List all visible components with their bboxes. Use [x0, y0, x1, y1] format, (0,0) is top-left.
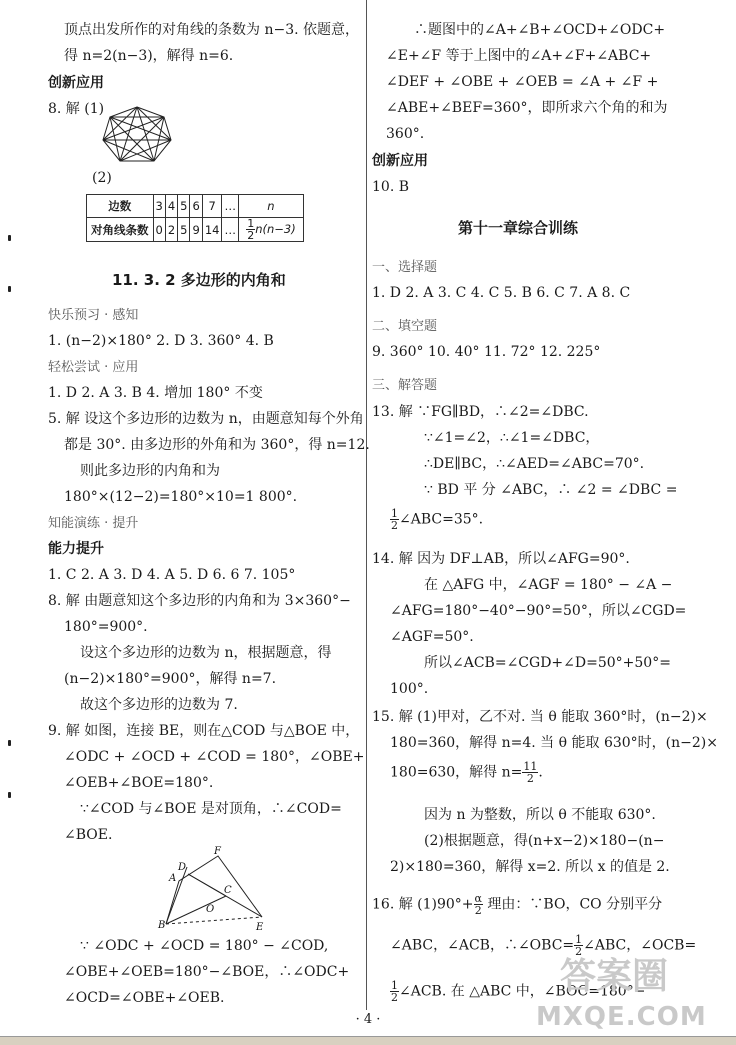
margin-mark — [8, 740, 11, 746]
text-line: 15. 解 (1)甲对，乙不对. 当 θ 能取 360°时，(n−2)× — [372, 709, 708, 725]
text-line: 得 n=2(n−3)，解得 n=6. — [64, 48, 234, 64]
chapter-title: 第十一章综合训练 — [458, 219, 579, 237]
text-line: 2)×180=360，解得 x=2. 所以 x 的值是 2. — [390, 859, 670, 875]
text-line: $\frac{1}{2}$ ∠ACB. 在 △ABC 中，∠BOC=180°− — [391, 979, 646, 1004]
text-line: 因为 n 为整数，所以 θ 不能取 630°. — [424, 807, 656, 823]
question-8: 8. 解 (1) — [48, 101, 105, 117]
text-line: ∠ABE+∠BEF=360°，即所求六个角的和为 — [386, 100, 668, 116]
fraction: $\frac{1}{2}$ — [247, 217, 255, 242]
text-line: ∵∠COD 与∠BOE 是对顶角，∴∠COD= — [80, 801, 342, 817]
text-line: 9. 解 如图，连接 BE，则在△COD 与△BOE 中， — [48, 723, 360, 739]
text-line: (2)根据题意，得(n+x−2)×180−(n− — [424, 833, 665, 849]
text-line: ∠E+∠F 等于上图中的∠A+∠F+∠ABC+ — [386, 48, 652, 64]
answer-line: 1. D 2. A 3. B 4. 增加 180° 不变 — [48, 385, 263, 401]
fraction: $\frac{\alpha}{2}$ — [474, 892, 482, 917]
margin-mark — [8, 286, 11, 292]
heptagon-figure — [100, 104, 174, 164]
table-cell: 14 — [202, 218, 222, 242]
table-cell: 5 — [178, 218, 190, 242]
text-line: ∠ABC，∠ACB，∴∠OBC= $\frac{1}{2}$ ∠ABC，∠OCB= — [390, 933, 697, 958]
text-line: ∴题图中的∠A+∠B+∠OCD+∠ODC+ — [414, 22, 666, 38]
text-line: ∵ ∠ODC + ∠OCD = 180° − ∠COD, — [80, 938, 329, 954]
geometry-figure — [152, 844, 272, 934]
table-cell: n — [238, 195, 303, 218]
text-line: 则此多边形的内角和为 — [80, 463, 220, 479]
text-line: 100°. — [390, 681, 429, 697]
table-cell: 7 — [202, 195, 222, 218]
table-cell: 2 — [165, 218, 177, 242]
text-line: 14. 解 因为 DF⊥AB，所以∠AFG=90°. — [372, 551, 630, 567]
text-line: ∠OCD=∠OBE+∠OEB. — [64, 990, 225, 1006]
label-D: D — [178, 862, 187, 873]
text-line: 8. 解 由题意知这个多边形的内角和为 3×360°− — [48, 593, 351, 609]
text-line: ∠ODC + ∠OCD + ∠COD = 180°，∠OBE+ — [64, 749, 365, 765]
watermark-url: MXQE.COM — [536, 1002, 707, 1032]
column-divider — [366, 0, 367, 1010]
section-heading: 创新应用 — [372, 153, 428, 169]
subsection-heading: 三、解答题 — [372, 378, 438, 393]
text-line: 16. 解 (1)90°+ $\frac{\alpha}{2}$ 理由：∵BO，CO 分别平分 — [372, 892, 663, 917]
table-cell: 对角线条数 — [87, 218, 154, 242]
diagonal-table — [86, 194, 304, 242]
text-line: 180°×(12−2)=180°×10=1 800°. — [64, 489, 298, 505]
text-line: ∵ BD 平 分 ∠ABC，∴ ∠2 = ∠DBC = — [424, 482, 678, 498]
question-8-part2: (2) — [92, 170, 112, 186]
table-cell: $\frac{1}{2}$ n(n−3) — [238, 218, 303, 242]
text-line: 5. 解 设这个多边形的边数为 n，由题意知每个外角 — [48, 411, 364, 427]
text-line: (n−2)×180°=900°，解得 n=7. — [64, 671, 277, 687]
fraction: $\frac{11}{2}$ — [523, 760, 538, 785]
table-cell: 3 — [153, 195, 165, 218]
label-B: B — [158, 920, 166, 931]
label-O: O — [206, 904, 215, 915]
section-title: 11. 3. 2 多边形的内角和 — [112, 271, 286, 289]
text-line: ∵∠1=∠2，∴∠1=∠DBC， — [424, 430, 600, 446]
text-line: 360°. — [386, 126, 425, 142]
fraction: $\frac{1}{2}$ — [391, 979, 398, 1004]
label-C: C — [224, 885, 232, 896]
text-line: 180°=900°. — [64, 619, 148, 635]
table-row — [87, 195, 304, 218]
text-line: ∠BOE. — [64, 827, 113, 843]
answer-line: 9. 360° 10. 40° 11. 72° 12. 225° — [372, 344, 601, 360]
answer-line: 1. D 2. A 3. C 4. C 5. B 6. C 7. A 8. C — [372, 285, 631, 301]
text-line: 180=630，解得 n= $\frac{11}{2}$ . — [390, 760, 543, 785]
text-line: ∠OBE+∠OEB=180°−∠BOE，∴∠ODC+ — [64, 964, 350, 980]
subsection-heading: 一、选择题 — [372, 260, 438, 275]
fraction: $\frac{1}{2}$ — [391, 507, 398, 532]
margin-mark — [8, 792, 11, 798]
text-line: 故这个多边形的边数为 7. — [80, 697, 238, 713]
text-line: 顶点出发所作的对角线的条数为 n−3. 依题意， — [64, 22, 360, 38]
fraction: $\frac{1}{2}$ — [575, 933, 583, 958]
text-line: 13. 解 ∵FG∥BD，∴∠2=∠DBC. — [372, 404, 589, 420]
subsection-heading: 知能演练 · 提升 — [48, 516, 139, 531]
answer-line: 1. (n−2)×180° 2. D 3. 360° 4. B — [48, 333, 274, 349]
subsection-heading: 二、填空题 — [372, 319, 438, 334]
table-row — [87, 218, 304, 242]
text-line: ∠AGF=50°. — [390, 629, 474, 645]
text-line: 180=360，解得 n=4. 当 θ 能取 630°时，(n−2)× — [390, 735, 718, 751]
section-heading: 能力提升 — [48, 541, 104, 557]
text-line: 在 △AFG 中，∠AGF = 180° − ∠A − — [424, 577, 673, 593]
page-number: · 4 · — [355, 1012, 381, 1027]
section-heading: 创新应用 — [48, 75, 104, 91]
table-cell: 边数 — [87, 195, 154, 218]
table-cell: 4 — [165, 195, 177, 218]
watermark-logo: 答案圈 — [560, 956, 669, 997]
table-cell: … — [222, 195, 239, 218]
text-line: $\frac{1}{2}$ ∠ABC=35°. — [391, 507, 484, 532]
text-line: 都是 30°. 由多边形的外角和为 360°，得 n=12. — [64, 437, 370, 453]
subsection-heading: 轻松尝试 · 应用 — [48, 360, 139, 375]
table-cell: 6 — [190, 195, 202, 218]
text-line: 所以∠ACB=∠CGD+∠D=50°+50°= — [424, 655, 671, 671]
label-A: A — [169, 873, 177, 884]
text-line: ∠AFG=180°−40°−90°=50°，所以∠CGD= — [390, 603, 687, 619]
text-line: ∠DEF + ∠OBE + ∠OEB = ∠A + ∠F + — [386, 74, 659, 90]
table-cell: 5 — [178, 195, 190, 218]
table-cell: 0 — [153, 218, 165, 242]
answer-line: 10. B — [372, 179, 410, 195]
label-E: E — [256, 922, 264, 933]
subsection-heading: 快乐预习 · 感知 — [48, 308, 139, 323]
text-line: ∠OEB+∠BOE=180°. — [64, 775, 214, 791]
label-F: F — [214, 846, 221, 857]
table-cell: 9 — [190, 218, 202, 242]
text-line: ∴DE∥BC，∴∠AED=∠ABC=70°. — [424, 456, 645, 472]
answer-line: 1. C 2. A 3. D 4. A 5. D 6. 6 7. 105° — [48, 567, 296, 583]
text-line: 设这个多边形的边数为 n，根据题意，得 — [80, 645, 332, 661]
margin-mark — [8, 235, 11, 241]
table-cell: … — [222, 218, 239, 242]
